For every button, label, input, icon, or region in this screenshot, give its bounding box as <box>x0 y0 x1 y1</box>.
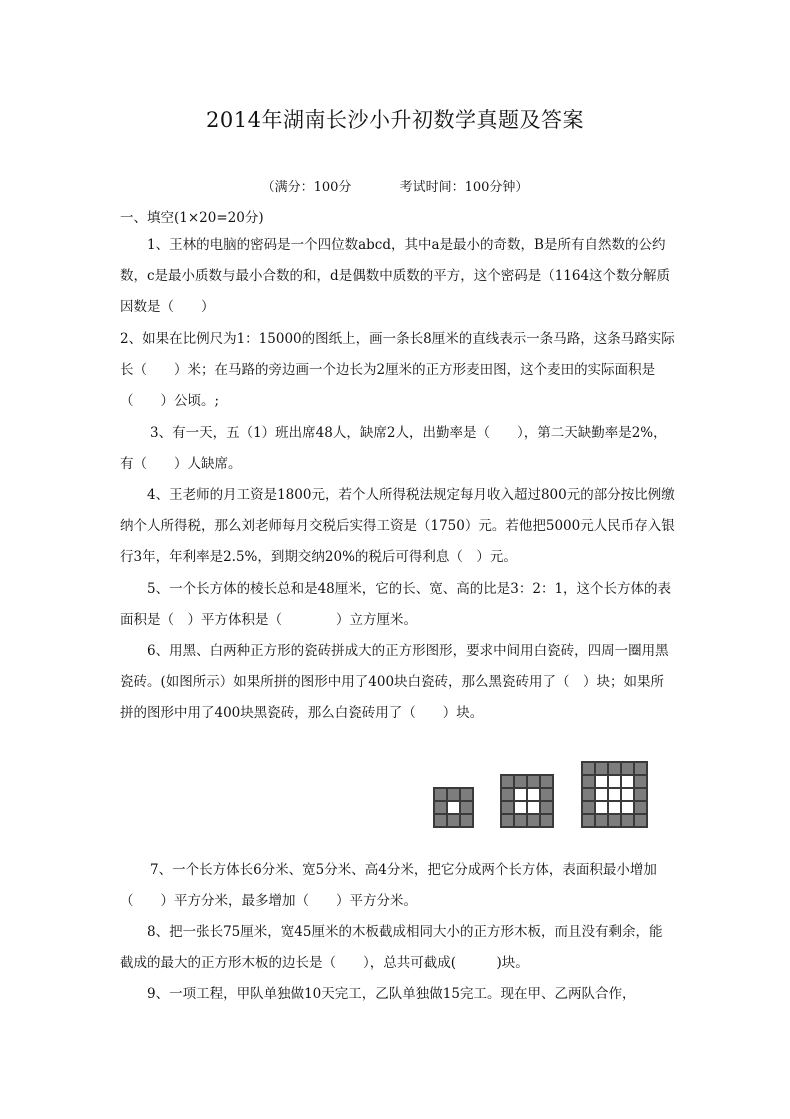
black-tile <box>582 775 595 788</box>
black-tile <box>540 788 553 801</box>
black-tile <box>634 788 647 801</box>
full-score: （满分：100分 <box>261 180 352 195</box>
black-tile <box>447 814 460 827</box>
black-tile <box>595 814 608 827</box>
question-6: 6、用黑、白两种正方形的瓷砖拼成大的正方形图形，要求中间用白瓷砖，四周一圈用黑瓷砖。(如图所示）如果所拼的图形中用了400块白瓷砖，那么黑瓷砖用了（ ）块；如果所拼的图形中用了400块黑瓷砖，那么白瓷砖用了（ ）块。 <box>120 643 669 721</box>
black-tile <box>447 788 460 801</box>
black-tile <box>527 775 540 788</box>
black-tile <box>501 775 514 788</box>
black-tile <box>434 801 447 814</box>
black-tile <box>608 814 621 827</box>
white-tile <box>527 788 540 801</box>
tile-grid <box>500 774 554 828</box>
white-tile <box>527 801 540 814</box>
black-tile <box>582 762 595 775</box>
black-tile <box>634 775 647 788</box>
question-8: 8、把一张长75厘米，宽45厘米的木板截成相同大小的正方形木板，而且没有剩余，能截成的最大的正方形木板的边长是（ ），总共可截成( )块。 <box>120 924 663 971</box>
white-tile <box>621 801 634 814</box>
white-tile <box>608 788 621 801</box>
question-4: 4、王老师的月工资是1800元，若个人所得税法规定每月收入超过800元的部分按比例缴纳个人所得税，那么刘老师每月交税后实得工资是（1750）元。若他把5000元人民币存入银行3年，年利率是2.5%，到期交纳20%的税后可得利息（ ）元。 <box>120 487 675 565</box>
exam-meta <box>0 176 790 195</box>
black-tile <box>621 762 634 775</box>
question-3: 3、有一天，五（1）班出席48人，缺席2人，出勤率是（ ），第二天缺勤率是2%，有（ ）人缺席。 <box>120 425 667 472</box>
black-tile <box>540 814 553 827</box>
black-tile <box>434 788 447 801</box>
question-5: 5、一个长方体的棱长总和是48厘米，它的长、宽、高的比是3：2：1，这个长方体的表面积是（ ）平方体积是（ ）立方厘米。 <box>120 581 672 628</box>
white-tile <box>514 801 527 814</box>
question-2: 2、如果在比例尺为1：15000的图纸上，画一条长8厘米的直线表示一条马路，这条马路实际长（ ）米；在马路的旁边画一个边长为2厘米的正方形麦田图，这个麦田的实际面积是（ ）公顷。; <box>120 331 675 409</box>
section-heading-fill-in: 一、填空(1×20=20分) <box>120 210 264 226</box>
black-tile <box>582 801 595 814</box>
question-1: 1、王林的电脑的密码是一个四位数abcd，其中a是最小的奇数，B是所有自然数的公约数，c是最小质数与最小合数的和，d是偶数中质数的平方，这个密码是（1164这个数分解质因数是（ ） <box>120 237 671 315</box>
black-tile <box>582 788 595 801</box>
black-tile <box>621 814 634 827</box>
black-tile <box>514 814 527 827</box>
black-tile <box>460 814 473 827</box>
black-tile <box>634 814 647 827</box>
black-tile <box>595 762 608 775</box>
white-tile <box>514 788 527 801</box>
black-tile <box>634 762 647 775</box>
white-tile <box>621 775 634 788</box>
question-7: 7、一个长方体长6分米、宽5分米、高4分米，把它分成两个长方体，表面积最小增加（ ）平方分米，最多增加（ ）平方分米。 <box>120 862 657 909</box>
white-tile <box>447 801 460 814</box>
tile-grid <box>433 787 474 828</box>
black-tile <box>434 814 447 827</box>
page-title: 2014年湖南长沙小升初数学真题及答案 <box>206 108 584 132</box>
white-tile <box>621 788 634 801</box>
black-tile <box>460 788 473 801</box>
black-tile <box>540 775 553 788</box>
white-tile <box>608 801 621 814</box>
black-tile <box>501 801 514 814</box>
exam-time: 考试时间：100分钟） <box>399 180 529 195</box>
black-tile <box>501 814 514 827</box>
black-tile <box>527 814 540 827</box>
question-9: 9、一项工程，甲队单独做10天完工，乙队单独做15完工。现在甲、乙两队合作， <box>147 986 636 1002</box>
black-tile <box>608 762 621 775</box>
black-tile <box>634 801 647 814</box>
tile-grid <box>581 761 648 828</box>
black-tile <box>460 801 473 814</box>
white-tile <box>595 801 608 814</box>
black-tile <box>540 801 553 814</box>
tile-figure-4x4 <box>500 774 554 828</box>
tile-figure-5x5 <box>581 761 648 828</box>
black-tile <box>514 775 527 788</box>
white-tile <box>595 788 608 801</box>
white-tile <box>608 775 621 788</box>
black-tile <box>582 814 595 827</box>
black-tile <box>501 788 514 801</box>
white-tile <box>595 775 608 788</box>
tile-figure-3x3 <box>433 787 474 828</box>
